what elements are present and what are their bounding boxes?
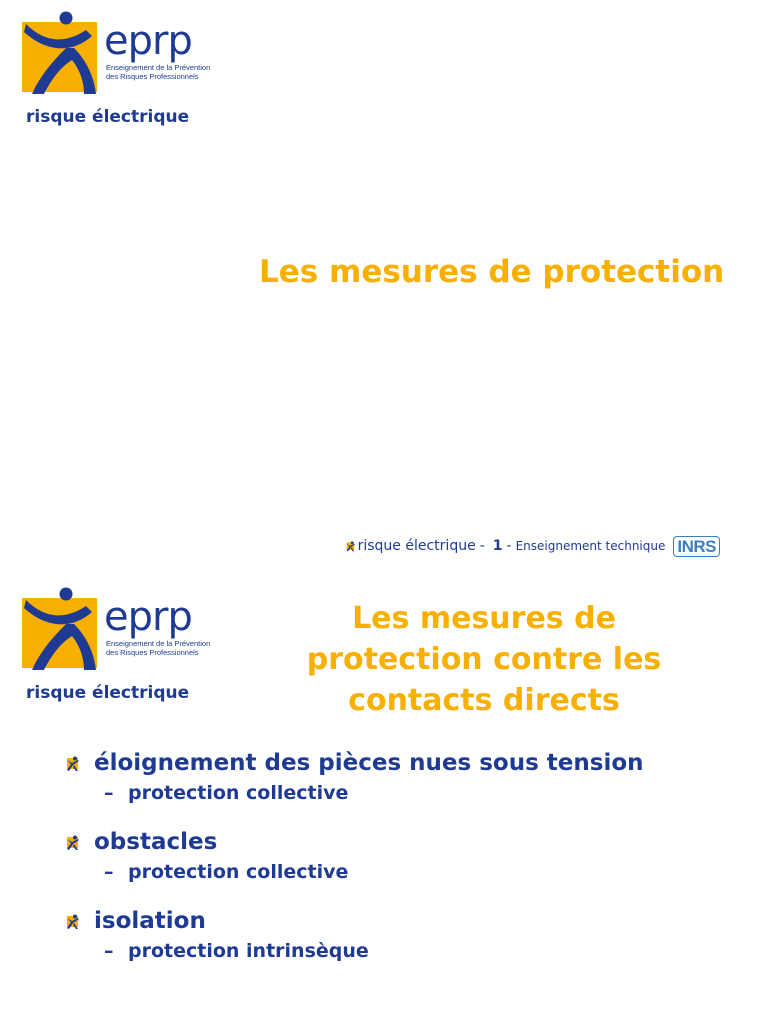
footer-separator: - (479, 538, 485, 554)
running-person-bullet-icon (346, 541, 357, 552)
running-person-bullet-icon (66, 835, 82, 851)
logo-caption: risque électrique (26, 683, 190, 703)
running-person-icon (22, 586, 102, 670)
list-item (66, 906, 706, 965)
list-item-heading (66, 827, 706, 858)
slide-footer (346, 534, 720, 558)
dash: – (104, 940, 114, 962)
dash: – (104, 861, 114, 883)
footer-topic: risque électrique (357, 538, 476, 554)
slide-title: Les mesures de protection contre les contacts directs (306, 601, 662, 718)
list-item-heading (66, 748, 706, 779)
slide-title-text: Les mesures de protection (259, 254, 725, 290)
list-sub-item-label: protection collective (128, 861, 349, 883)
running-person-icon (22, 10, 102, 94)
logo-subtitle-line-2: des Risques Professionnels (106, 72, 199, 81)
logo-subtitle-line-1: Enseignement de la Prévention (106, 639, 211, 648)
logo-wordmark: eprp (104, 594, 192, 640)
dash: – (104, 782, 114, 804)
inrs-logo: INRS (673, 536, 720, 557)
slide-2 (0, 576, 768, 1024)
list-item-label: isolation (94, 908, 206, 934)
footer-separator: - (506, 538, 512, 554)
slide-title (259, 252, 724, 293)
list-item (66, 748, 706, 807)
running-person-bullet-icon (66, 914, 82, 930)
list-item-heading (66, 906, 706, 937)
footer-course: Enseignement technique (515, 539, 666, 553)
running-person-bullet-icon (66, 756, 82, 772)
logo-subtitle (106, 639, 210, 657)
logo-subtitle (106, 63, 210, 81)
list-item (66, 827, 706, 886)
page-number: 1 (492, 538, 503, 554)
list-sub-item-label: protection collective (128, 782, 349, 804)
list-sub-item (66, 858, 706, 886)
list-item-label: obstacles (94, 829, 218, 855)
eprp-logo (22, 18, 212, 127)
list-sub-item (66, 779, 706, 807)
logo-caption: risque électrique (26, 107, 190, 127)
list-sub-item (66, 937, 706, 965)
logo-wordmark: eprp (104, 18, 192, 64)
list-sub-item-label: protection intrinsèque (128, 940, 369, 962)
list-item-label: éloignement des pièces nues sous tension (94, 750, 644, 776)
bullet-list (66, 748, 706, 985)
eprp-logo (22, 594, 212, 703)
logo-subtitle-line-2: des Risques Professionnels (106, 648, 199, 657)
logo-subtitle-line-1: Enseignement de la Prévention (106, 63, 211, 72)
